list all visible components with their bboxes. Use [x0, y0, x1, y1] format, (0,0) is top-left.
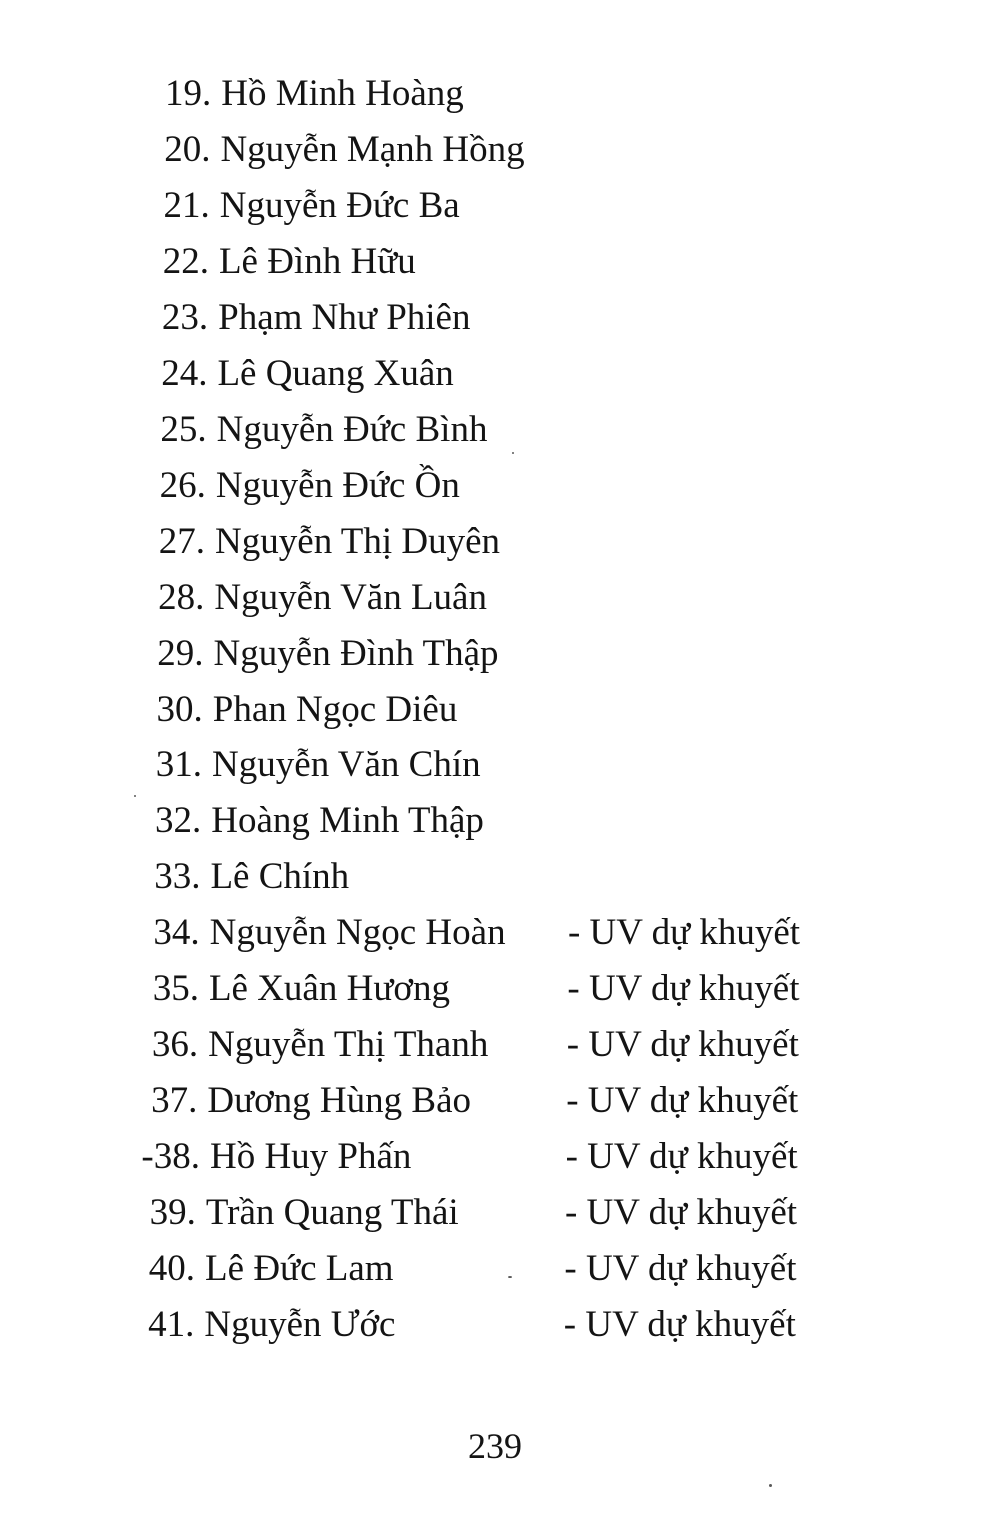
- member-number: 25.: [160, 408, 207, 450]
- member-name: Phan Ngọc Diêu: [212, 688, 458, 730]
- member-number: 26.: [159, 464, 206, 506]
- member-row: [148, 1297, 796, 1353]
- member-number: 40.: [148, 1248, 196, 1289]
- scan-speck: [508, 1276, 512, 1278]
- member-name: Lê Quang Xuân: [217, 352, 454, 394]
- member-row: [157, 682, 458, 738]
- member-row: [159, 514, 500, 570]
- member-name: Trần Quang Thái: [205, 1192, 459, 1233]
- member-row: [151, 1017, 799, 1073]
- member-number: 29.: [157, 632, 204, 674]
- page-number: 239: [468, 1426, 522, 1466]
- member-name: Nguyễn Ước: [204, 1303, 396, 1345]
- member-name: Nguyễn Văn Chín: [212, 744, 481, 786]
- member-number: 39.: [149, 1192, 196, 1233]
- member-row: [161, 346, 454, 402]
- member-role: - UV dự khuyết: [567, 968, 800, 1010]
- member-number: 19.: [165, 73, 212, 114]
- member-number: 35.: [152, 968, 199, 1010]
- member-name: Phạm Như Phiên: [218, 296, 471, 338]
- member-name: Nguyễn Đức Bình: [216, 408, 488, 450]
- member-name: Nguyễn Đình Thập: [213, 632, 499, 674]
- member-name: Lê Chính: [210, 856, 350, 898]
- member-name: Nguyễn Thị Duyên: [215, 520, 501, 562]
- member-number: 33.: [154, 856, 201, 898]
- member-row: [155, 793, 484, 849]
- member-row: [153, 905, 801, 961]
- member-role: - UV dự khuyết: [565, 1136, 798, 1177]
- member-name: Hồ Minh Hoàng: [221, 73, 464, 114]
- member-row: [141, 1129, 798, 1185]
- member-role: - UV dự khuyết: [567, 912, 801, 954]
- member-row: [156, 737, 481, 793]
- scan-speck: [134, 795, 136, 797]
- member-number: 32.: [155, 800, 202, 842]
- member-row: [157, 626, 498, 682]
- member-row: [162, 290, 471, 346]
- member-name: Nguyễn Văn Luân: [214, 576, 487, 618]
- member-number: 21.: [163, 184, 210, 226]
- member-name: Dương Hùng Bảo: [207, 1080, 472, 1122]
- scan-speck: [769, 1484, 772, 1487]
- member-number: 36.: [151, 1024, 199, 1066]
- member-number: 23.: [161, 296, 209, 338]
- member-row: [165, 66, 464, 122]
- member-name: Hoàng Minh Thập: [211, 800, 484, 842]
- member-row: [164, 178, 460, 234]
- member-name: Nguyễn Mạnh Hồng: [220, 129, 525, 170]
- member-row: [163, 234, 416, 290]
- member-name: Lê Xuân Hương: [208, 968, 450, 1010]
- member-role: - UV dự khuyết: [564, 1192, 798, 1233]
- member-name: Hồ Huy Phấn: [209, 1136, 412, 1177]
- member-name: Nguyễn Đức Ba: [219, 184, 460, 226]
- member-number: 20.: [164, 129, 211, 170]
- member-role: - UV dự khuyết: [566, 1080, 799, 1122]
- member-number: 30.: [156, 688, 203, 730]
- member-role: - UV dự khuyết: [563, 1303, 796, 1345]
- member-role: - UV dự khuyết: [566, 1024, 799, 1066]
- member-name: Nguyễn Đức Ồn: [215, 464, 460, 506]
- member-number: 34.: [153, 912, 200, 954]
- member-number: -38.: [141, 1136, 200, 1177]
- member-number: 27.: [158, 520, 206, 562]
- member-row: [160, 402, 487, 458]
- member-number: 37.: [151, 1080, 198, 1122]
- member-number: 41.: [148, 1303, 195, 1345]
- member-row: [160, 458, 460, 514]
- member-name: Lê Đình Hữu: [218, 240, 416, 282]
- member-name: Nguyễn Thị Thanh: [208, 1024, 489, 1066]
- member-name: Nguyễn Ngọc Hoàn: [209, 912, 506, 954]
- member-row: [158, 570, 487, 626]
- scan-speck: [512, 452, 514, 454]
- member-role: - UV dự khuyết: [564, 1248, 797, 1289]
- member-row: [148, 1241, 797, 1297]
- member-number: 22.: [162, 240, 209, 282]
- member-row: [152, 961, 800, 1017]
- member-row: [164, 122, 524, 178]
- member-row: [151, 1073, 799, 1129]
- member-number: 24.: [161, 352, 208, 394]
- member-number: 31.: [155, 744, 203, 786]
- member-name: Lê Đức Lam: [205, 1248, 394, 1289]
- member-row: [149, 1185, 798, 1241]
- member-number: 28.: [158, 576, 205, 618]
- member-row: [154, 849, 349, 905]
